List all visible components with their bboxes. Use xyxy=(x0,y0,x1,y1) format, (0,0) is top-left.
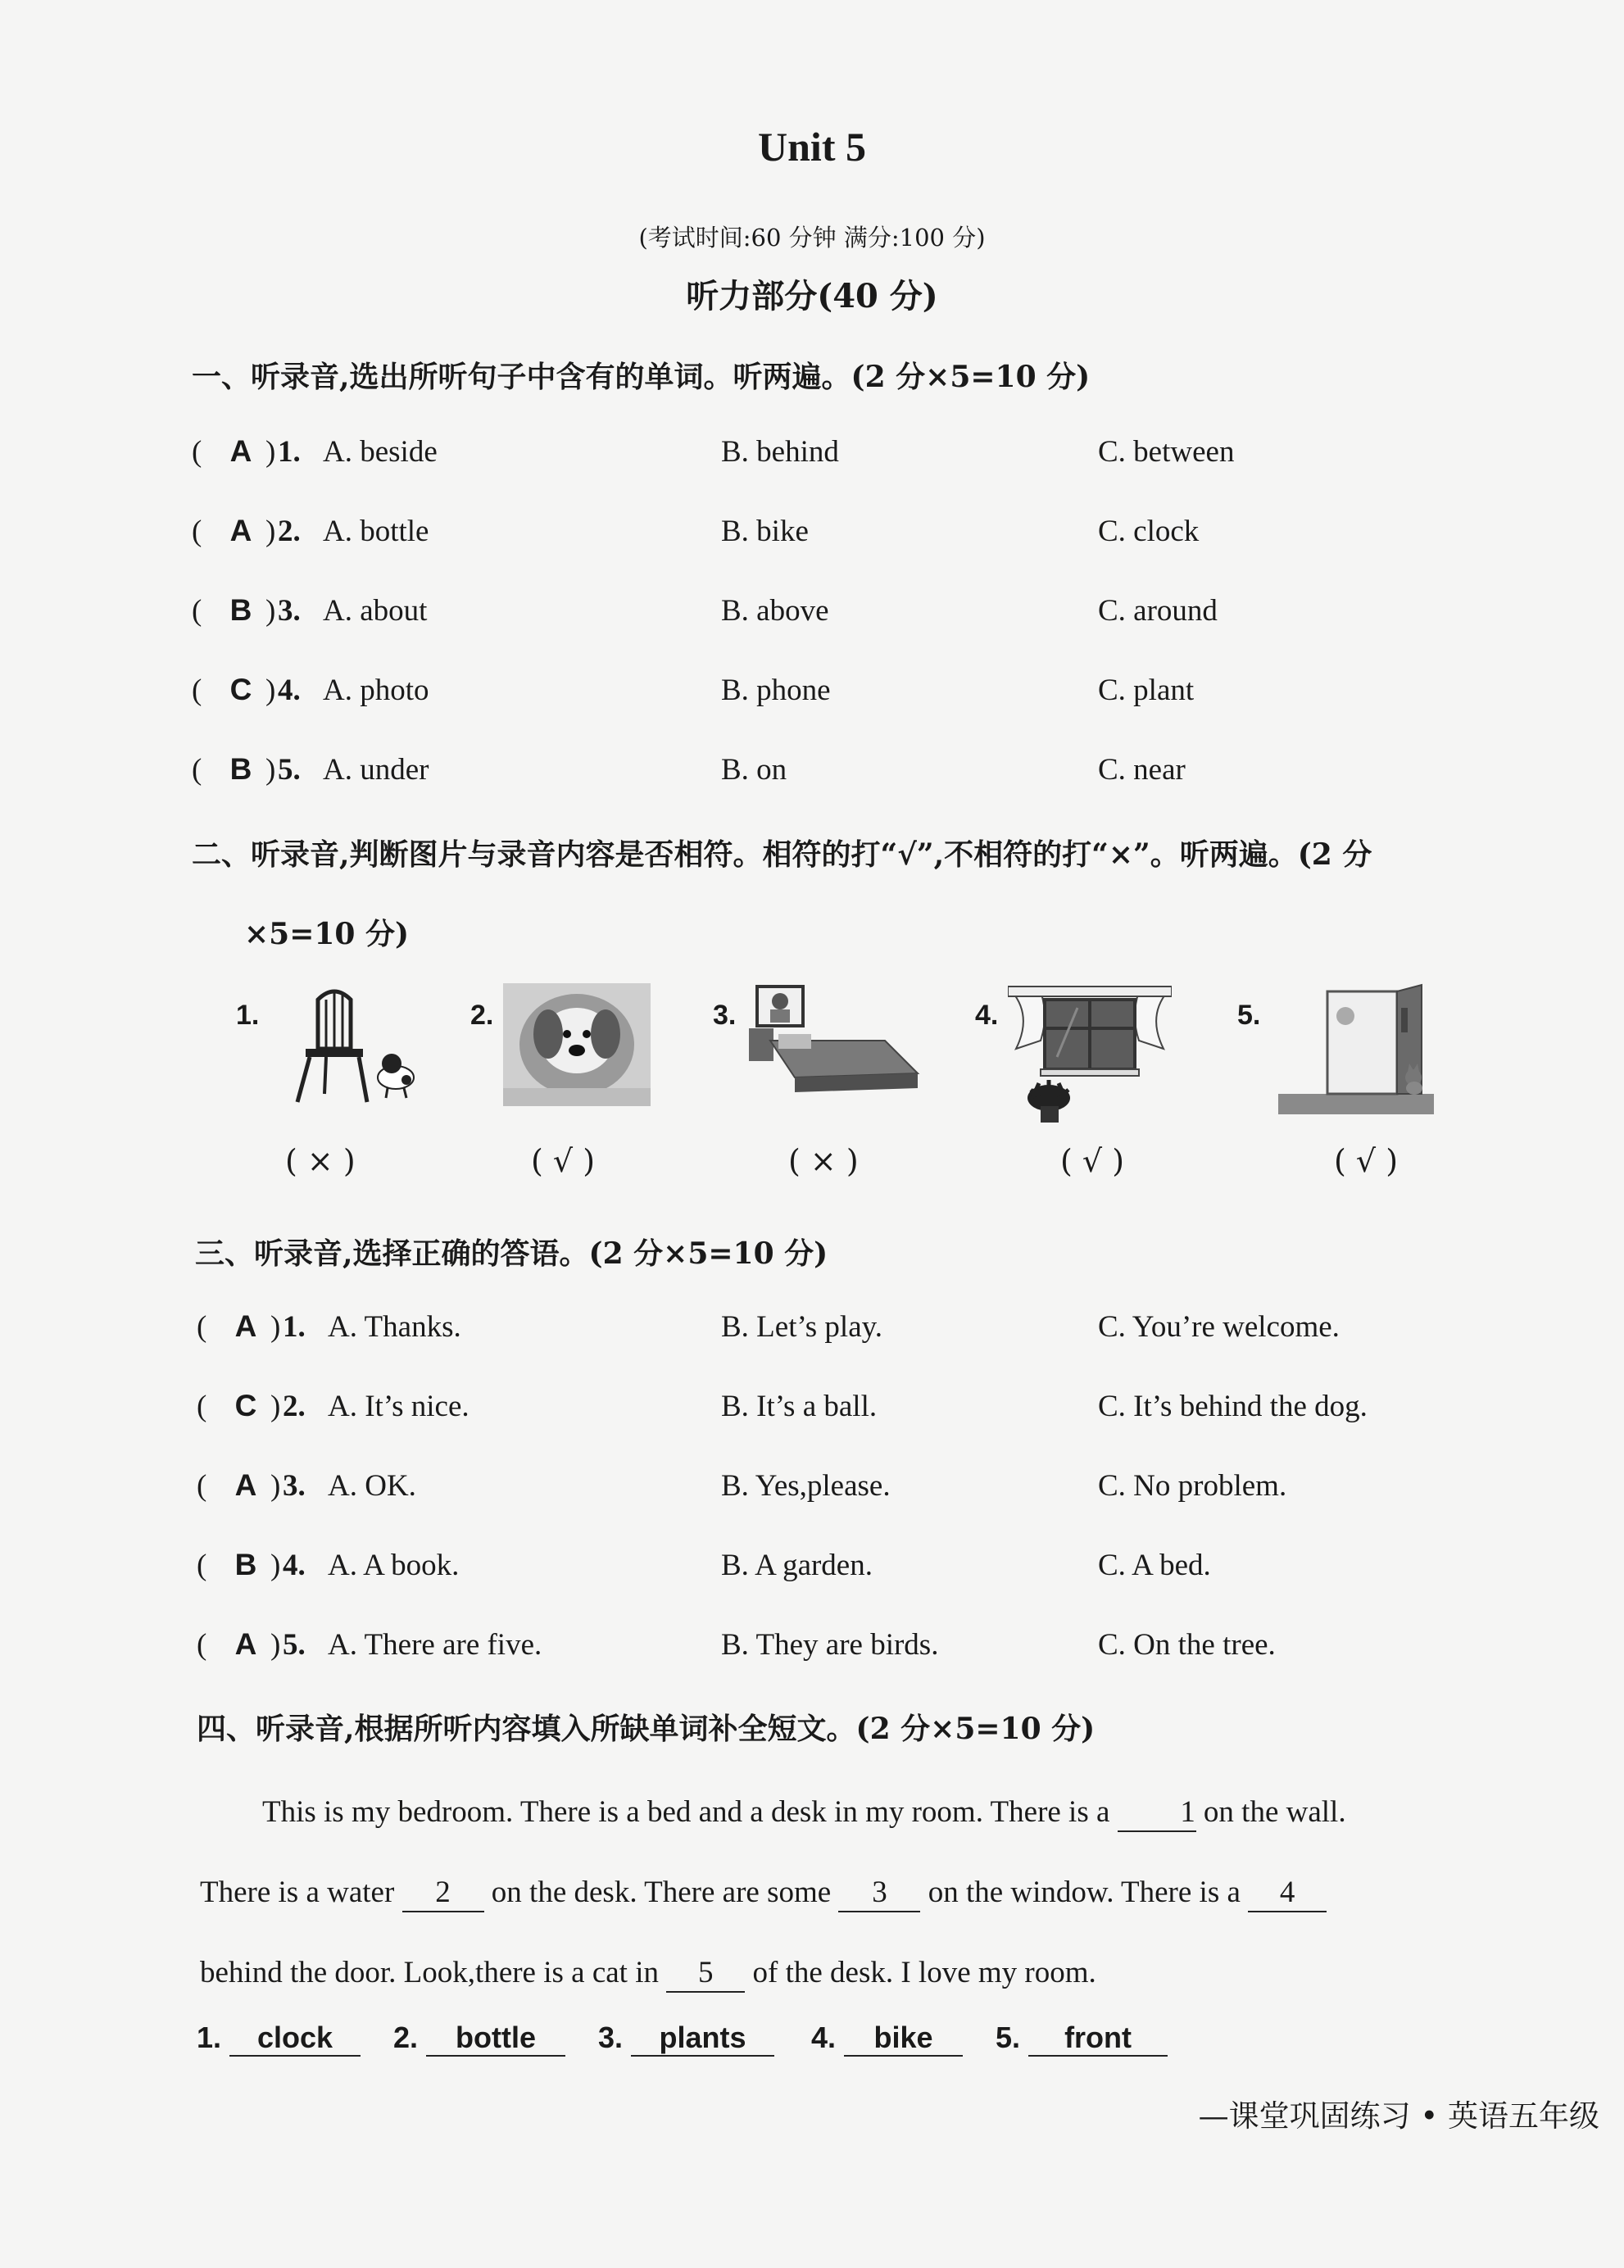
page-title: Unit 5 xyxy=(758,124,866,170)
page-footer: —课堂巩固练习 • 英语五年级 xyxy=(1198,2098,1599,2134)
option-b: B. It’s a ball. xyxy=(721,1390,878,1423)
blank-2: 2 xyxy=(402,1875,484,1912)
s3-question-4 xyxy=(197,1548,1540,1597)
answer-mark: B xyxy=(229,593,252,627)
answer-mark: A xyxy=(234,1627,257,1661)
option-c: C. A bed. xyxy=(1098,1549,1211,1582)
left-paren: ( xyxy=(197,1390,207,1423)
option-a: A. A book. xyxy=(328,1549,460,1582)
option-b: B. phone xyxy=(721,674,831,707)
right-paren: ) xyxy=(265,515,276,548)
picture-number: 3. xyxy=(713,1000,737,1031)
answer-word: bike xyxy=(844,2021,963,2057)
right-paren: ) xyxy=(270,1310,281,1344)
option-c: C. clock xyxy=(1098,515,1200,548)
option-a: A. beside xyxy=(323,435,438,469)
question-number: 5. xyxy=(278,753,301,787)
picture-row xyxy=(0,983,1624,1196)
picture-number: 2. xyxy=(470,1000,494,1031)
option-b: B. They are birds. xyxy=(721,1628,939,1662)
s1-question-4 xyxy=(192,673,1536,722)
answer-number: 2. xyxy=(393,2021,419,2054)
cloze-passage xyxy=(200,1772,1511,2013)
answer-word: bottle xyxy=(426,2021,565,2057)
option-a: A. about xyxy=(323,594,428,628)
option-b: B. above xyxy=(721,594,829,628)
answer-mark: C xyxy=(234,1389,257,1422)
question-number: 3. xyxy=(283,1469,306,1503)
option-a: A. bottle xyxy=(323,515,429,548)
answer-word: plants xyxy=(631,2021,774,2057)
answer-3 xyxy=(598,2021,774,2057)
right-paren: ) xyxy=(270,1628,281,1662)
answer-word: clock xyxy=(229,2021,361,2057)
option-a: A. under xyxy=(323,753,429,787)
option-c: C. near xyxy=(1098,753,1186,787)
s3-question-2 xyxy=(197,1389,1540,1438)
judge-mark: ( √ ) xyxy=(1334,1143,1399,1179)
s1-question-2 xyxy=(192,514,1536,563)
bed-picture-icon xyxy=(746,983,926,1106)
section-4-heading: 四、听录音,根据所听内容填入所缺单词补全短文。(2 分×5=10 分) xyxy=(197,1712,1096,1746)
picture-number: 1. xyxy=(236,1000,260,1031)
passage-text: on the desk. There are some xyxy=(491,1876,832,1909)
s1-question-5 xyxy=(192,752,1536,801)
picture-number: 4. xyxy=(975,1000,999,1031)
answer-4 xyxy=(811,2021,963,2057)
passage-text: on the window. There is a xyxy=(928,1876,1241,1909)
right-paren: ) xyxy=(265,435,276,469)
option-b: B. Yes,please. xyxy=(721,1469,891,1503)
left-paren: ( xyxy=(192,674,202,707)
passage-text: This is my bedroom. There is a bed and a desk in my room. There is a xyxy=(262,1795,1110,1829)
section-3-heading: 三、听录音,选择正确的答语。(2 分×5=10 分) xyxy=(195,1236,828,1271)
section-1-heading: 一、听录音,选出所听句子中含有的单词。听两遍。(2 分×5=10 分) xyxy=(192,360,1091,394)
right-paren: ) xyxy=(265,594,276,628)
option-c: C. On the tree. xyxy=(1098,1628,1276,1662)
option-a: A. It’s nice. xyxy=(328,1390,470,1423)
answer-mark: A xyxy=(229,514,252,547)
s1-question-1 xyxy=(192,434,1536,483)
answer-mark: C xyxy=(229,673,252,706)
answer-word: front xyxy=(1028,2021,1168,2057)
s3-question-5 xyxy=(197,1627,1540,1676)
right-paren: ) xyxy=(265,674,276,707)
judge-mark: ( × ) xyxy=(285,1143,356,1179)
option-c: C. No problem. xyxy=(1098,1469,1287,1503)
blank-5: 5 xyxy=(666,1955,745,1993)
answer-mark: B xyxy=(229,752,252,786)
blank-3: 3 xyxy=(838,1875,920,1912)
answer-number: 3. xyxy=(598,2021,624,2054)
s1-question-3 xyxy=(192,593,1536,642)
option-a: A. photo xyxy=(323,674,429,707)
left-paren: ( xyxy=(192,515,202,548)
answer-number: 5. xyxy=(996,2021,1021,2054)
passage-text: of the desk. I love my room. xyxy=(752,1956,1096,1989)
section-2-heading: 二、听录音,判断图片与录音内容是否相符。相符的打“√”,不相符的打“×”。听两遍。(2 分 xyxy=(192,837,1372,872)
passage-line-2 xyxy=(200,1853,1511,1933)
option-b: B. Let’s play. xyxy=(721,1310,882,1344)
answer-mark: A xyxy=(229,434,252,468)
s3-question-1 xyxy=(197,1309,1540,1359)
left-paren: ( xyxy=(197,1549,207,1582)
chair-dog-icon xyxy=(269,983,433,1114)
answer-mark: A xyxy=(234,1309,257,1343)
answer-mark: B xyxy=(234,1548,257,1581)
left-paren: ( xyxy=(197,1469,207,1503)
answer-number: 4. xyxy=(811,2021,837,2054)
left-paren: ( xyxy=(197,1310,207,1344)
answer-number: 1. xyxy=(197,2021,222,2054)
option-b: B. on xyxy=(721,753,787,787)
judge-mark: ( √ ) xyxy=(531,1143,596,1179)
option-c: C. It’s behind the dog. xyxy=(1098,1390,1368,1423)
judge-mark: ( × ) xyxy=(788,1143,859,1179)
right-paren: ) xyxy=(270,1469,281,1503)
answer-row xyxy=(197,2021,1426,2070)
option-b: B. behind xyxy=(721,435,839,469)
ball-dog-icon xyxy=(503,983,651,1106)
left-paren: ( xyxy=(197,1628,207,1662)
part-title: 听力部分(40 分) xyxy=(686,277,938,315)
question-number: 1. xyxy=(278,435,301,469)
passage-line-3 xyxy=(200,1933,1511,2013)
passage-text: There is a water xyxy=(200,1876,395,1909)
window-plant-icon xyxy=(1008,983,1172,1127)
question-number: 4. xyxy=(283,1549,306,1582)
option-a: A. There are five. xyxy=(328,1628,542,1662)
option-c: C. around xyxy=(1098,594,1218,628)
passage-text: on the wall. xyxy=(1203,1795,1346,1829)
exam-info: (考试时间:60 分钟 满分:100 分) xyxy=(638,224,986,252)
section-2-heading-cont: ×5=10 分) xyxy=(244,917,410,951)
question-number: 4. xyxy=(278,674,301,707)
answer-2 xyxy=(393,2021,565,2057)
question-number: 2. xyxy=(278,515,301,548)
left-paren: ( xyxy=(192,435,202,469)
passage-line-1 xyxy=(200,1772,1511,1853)
option-c: C. plant xyxy=(1098,674,1195,707)
blank-1: 1 xyxy=(1118,1794,1196,1832)
option-b: B. A garden. xyxy=(721,1549,873,1582)
right-paren: ) xyxy=(265,753,276,787)
question-number: 3. xyxy=(278,594,301,628)
blank-4: 4 xyxy=(1248,1875,1327,1912)
option-b: B. bike xyxy=(721,515,809,548)
left-paren: ( xyxy=(192,753,202,787)
option-a: A. Thanks. xyxy=(328,1310,461,1344)
judge-mark: ( √ ) xyxy=(1060,1143,1125,1179)
left-paren: ( xyxy=(192,594,202,628)
answer-5 xyxy=(996,2021,1168,2057)
picture-number: 5. xyxy=(1237,1000,1261,1031)
question-number: 5. xyxy=(283,1628,306,1662)
option-a: A. OK. xyxy=(328,1469,416,1503)
question-number: 1. xyxy=(283,1310,306,1344)
option-c: C. You’re welcome. xyxy=(1098,1310,1340,1344)
s3-question-3 xyxy=(197,1468,1540,1517)
answer-1 xyxy=(197,2021,361,2057)
answer-mark: A xyxy=(234,1468,257,1502)
passage-text: behind the door. Look,there is a cat in xyxy=(200,1956,659,1989)
question-number: 2. xyxy=(283,1390,306,1423)
option-c: C. between xyxy=(1098,435,1235,469)
door-cat-icon xyxy=(1278,983,1434,1114)
right-paren: ) xyxy=(270,1390,281,1423)
right-paren: ) xyxy=(270,1549,281,1582)
